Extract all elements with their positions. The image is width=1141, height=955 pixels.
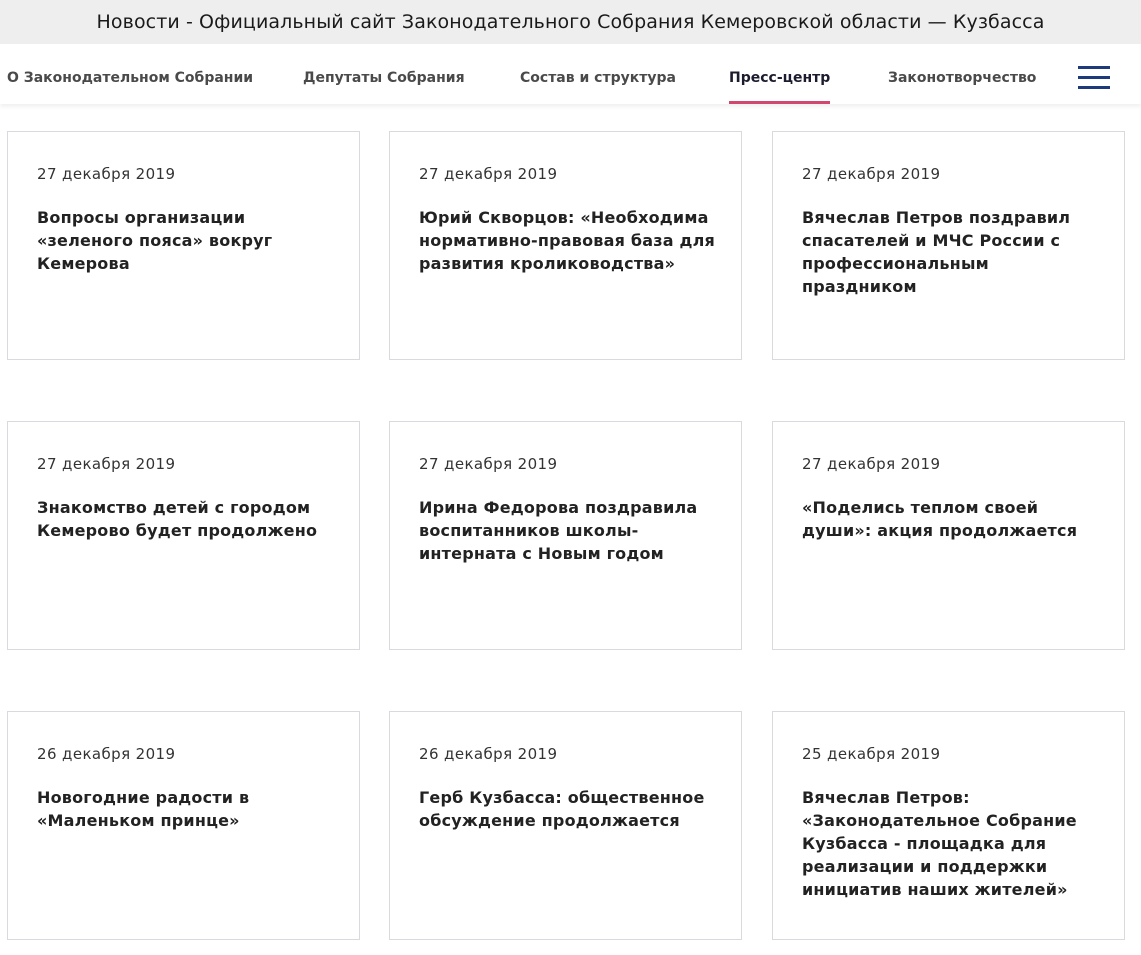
nav-item-about[interactable]: О Законодательном Собрании xyxy=(7,69,254,86)
news-title[interactable]: Новогодние радости в «Маленьком принце» xyxy=(37,788,250,830)
news-date: 25 декабря 2019 xyxy=(802,745,941,763)
news-title[interactable]: Ирина Федорова поздравила воспитанников школы-интерната с Новым годом xyxy=(419,498,698,563)
news-date: 27 декабря 2019 xyxy=(419,165,558,183)
news-date: 27 декабря 2019 xyxy=(802,165,941,183)
news-title[interactable]: «Поделись теплом своей души»: акция продолжается xyxy=(802,498,1078,540)
news-title[interactable]: Вячеслав Петров: «Законодательное Собрание Кузбасса - площадка для реализации и поддержки инициатив наших жителей» xyxy=(802,788,1077,899)
window-title: Новости - Официальный сайт Законодательного Собрания Кемеровской области — Кузбасса xyxy=(0,0,1141,44)
news-card[interactable] xyxy=(7,131,360,360)
news-card[interactable] xyxy=(389,711,742,940)
news-title[interactable]: Герб Кузбасса: общественное обсуждение продолжается xyxy=(419,788,705,830)
news-card[interactable] xyxy=(389,131,742,360)
news-date: 26 декабря 2019 xyxy=(419,745,558,763)
news-title[interactable]: Вопросы организации «зеленого пояса» вокруг Кемерова xyxy=(37,208,273,273)
main-navigation xyxy=(0,51,1141,104)
news-card[interactable] xyxy=(772,131,1125,360)
nav-item-press-center[interactable]: Пресс-центр xyxy=(729,51,830,104)
nav-item-lawmaking[interactable]: Законотворчество xyxy=(888,69,1037,86)
news-date: 27 декабря 2019 xyxy=(37,165,176,183)
news-title[interactable]: Вячеслав Петров поздравил спасателей и МЧС России с профессиональным праздником xyxy=(802,208,1071,296)
news-card[interactable] xyxy=(7,711,360,940)
news-date: 27 декабря 2019 xyxy=(37,455,176,473)
news-title[interactable]: Юрий Скворцов: «Необходима нормативно-правовая база для развития кролиководства» xyxy=(419,208,716,273)
nav-item-structure[interactable]: Состав и структура xyxy=(520,69,676,86)
news-date: 27 декабря 2019 xyxy=(419,455,558,473)
news-card[interactable] xyxy=(7,421,360,650)
news-date: 26 декабря 2019 xyxy=(37,745,176,763)
hamburger-menu-icon[interactable] xyxy=(1078,66,1110,89)
news-card[interactable] xyxy=(772,711,1125,940)
news-date: 27 декабря 2019 xyxy=(802,455,941,473)
news-title[interactable]: Знакомство детей с городом Кемерово будет продолжено xyxy=(37,498,318,540)
news-card[interactable] xyxy=(389,421,742,650)
news-card[interactable] xyxy=(772,421,1125,650)
nav-item-deputies[interactable]: Депутаты Собрания xyxy=(303,69,465,86)
